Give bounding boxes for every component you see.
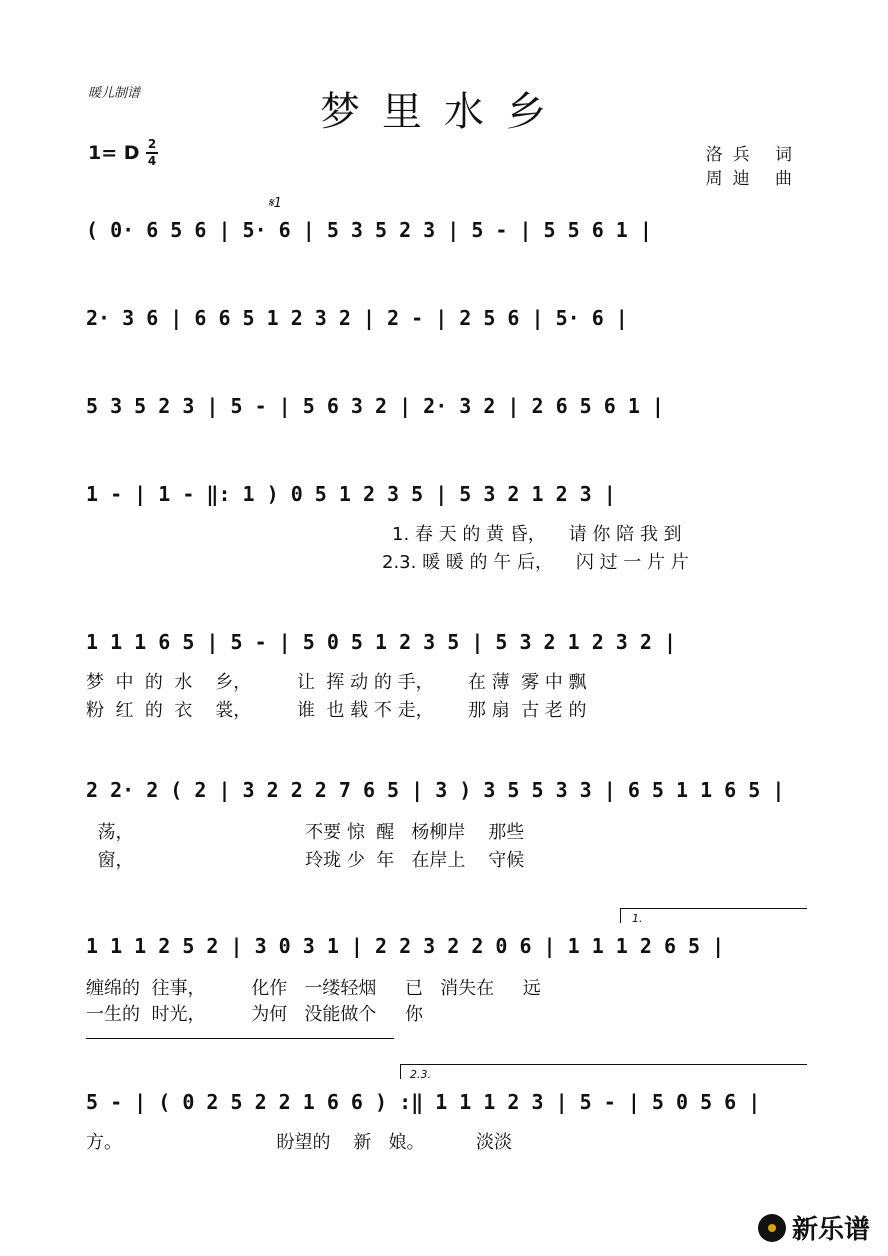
segno-mark: 𝄋1 (268, 196, 282, 211)
notation-text: 1 1 1 2 5 2 | 3 0 3 1 | 2 2 3 2 2 0 6 | 1 1 1 2 6 5 | (86, 934, 725, 958)
staff-line-6 (86, 772, 806, 808)
notation-text: ( 0· 6 5 6 | 5· 6 | 5 3 5 2 3 | 5 - | 5 5 6 1 | (86, 218, 652, 242)
notation-text: 2· 3 6 | 6 6 5 1 2 3 2 | 2 - | 2 5 6 | 5· 6 | (86, 306, 628, 330)
lyric-line: 梦 中 的 水 乡， 让 挥 动 的 手， 在 薄 雾 中 飘 (86, 672, 587, 693)
key-signature: 1= D (88, 142, 140, 164)
time-signature (146, 138, 158, 168)
brand-logo[interactable] (758, 1209, 870, 1246)
song-title: 梦里水乡 (320, 89, 568, 135)
lyric-line: 窗， 玲珑 少 年 在岸上 守候 (86, 850, 525, 871)
staff-line-5 (86, 624, 806, 660)
staff-line-8 (86, 1084, 806, 1120)
lyric-line: 2.3. 暖 暖 的 午 后， 闪 过 一 片 片 (382, 552, 689, 573)
time-top: 2 (147, 137, 157, 151)
notation-text: 1 - | 1 - ‖: 1 ) 0 5 1 2 3 5 | 5 3 2 1 2 3 | (86, 482, 616, 506)
lyricist-credit: 洛兵 词 (705, 145, 802, 165)
staff-line-3 (86, 388, 806, 424)
notation-text: 5 - | ( 0 2 5 2 2 1 6 6 ) :‖ 1 1 1 2 3 | 5 - | 5 0 5 6 | (86, 1090, 761, 1114)
staff-line-7 (86, 928, 806, 964)
staff-line-4 (86, 476, 806, 512)
time-bottom: 4 (147, 154, 157, 168)
lyric-line: 方。 盼望的 新 娘。 淡淡 (86, 1132, 513, 1153)
lyric-line: 1. 春 天 的 黄 昏， 请 你 陪 我 到 (392, 524, 682, 545)
brand-name: 新乐谱 (791, 1215, 870, 1245)
vinyl-disc-icon (758, 1214, 786, 1242)
lyric-line: 粉 红 的 衣 裳， 谁 也 载 不 走， 那 扇 古 老 的 (86, 700, 587, 721)
arranger-credit: 暖儿制谱 (88, 86, 141, 101)
volta-23-label: 2.3. (410, 1068, 431, 1081)
notation-text: 1 1 1 6 5 | 5 - | 5 0 5 1 2 3 5 | 5 3 2 1 2 3 2 | (86, 630, 677, 654)
notation-text: 5 3 5 2 3 | 5 - | 5 6 3 2 | 2· 3 2 | 2 6 5 6 1 | (86, 394, 664, 418)
volta-1-label: 1. (632, 912, 643, 925)
composer-credit: 周迪 曲 (705, 169, 802, 189)
lyric-line: 缠绵的 往事， 化作 一缕轻烟 已 消失在 远 (86, 978, 541, 999)
notation-text: 2 2· 2 ( 2 | 3 2 2 2 7 6 5 | 3 ) 3 5 5 3 3 | 6 5 1 1 6 5 | (86, 778, 785, 802)
lyric-line: 一生的 时光， 为何 没能做个 你 (86, 1004, 423, 1025)
staff-line-1 (86, 212, 806, 248)
staff-line-2 (86, 300, 806, 336)
lyric-line: 荡， 不要 惊 醒 杨柳岸 那些 (86, 822, 525, 843)
